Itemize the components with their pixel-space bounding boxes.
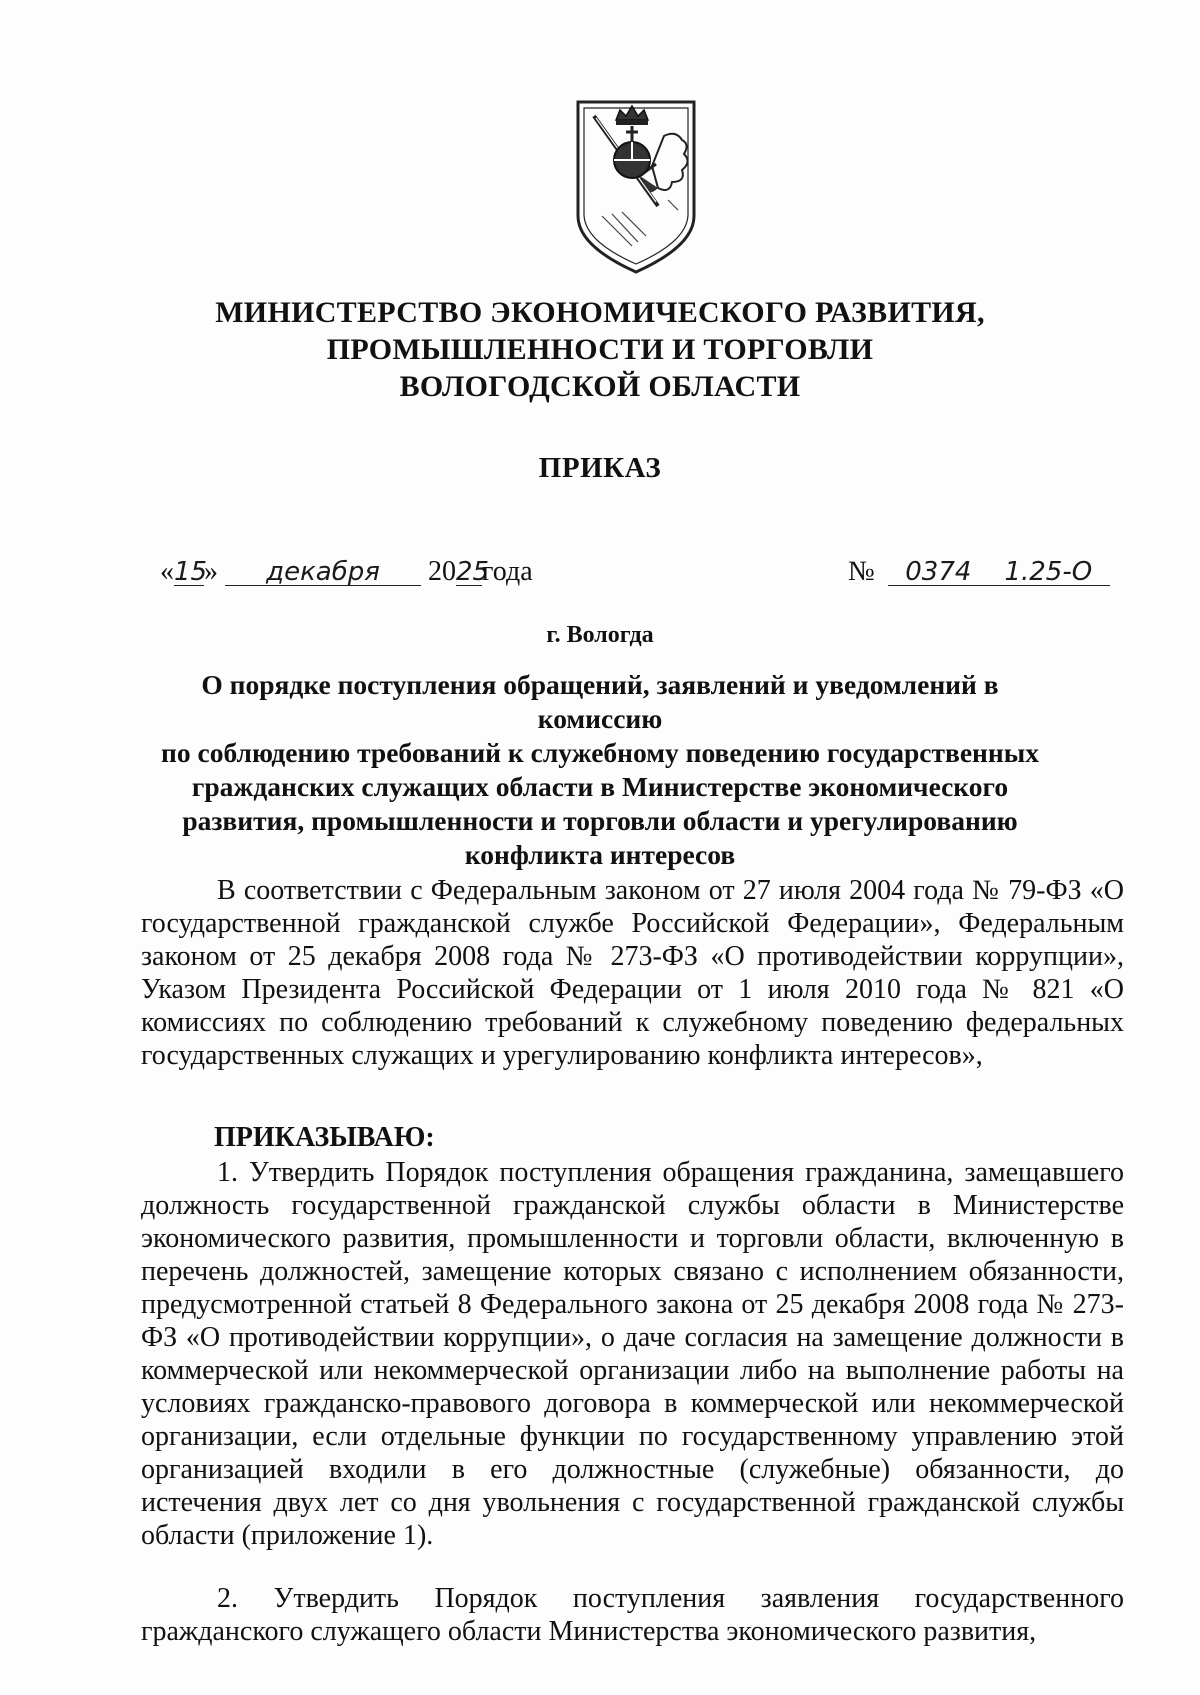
- order-item-2: [141, 1582, 1124, 1648]
- order-item-1: 1. Утвердить Порядок поступления обращения гражданина, замещавшего должность государственной гражданской службы области в Министерстве экономического развития, промышленности и торговли области, включенную в перечень должностей, замещение которых связано с исполнением обязанности, предусмотренной статьей 8 Федерального закона от 25 декабря 2008 года № 273-ФЗ «О противодействии коррупции», о даче согласия на замещение должности в коммерческой или некоммерческой организации либо на выполнение работы на условиях гражданско-правового договора в коммерческой или некоммерческой организации, если отдельные функции по государственному управлению этой организацией входили в его должностные (служебные) обязанности, до истечения двух лет со дня увольнения с государственной гражданской службы области (приложение 1).: [141, 1157, 1124, 1551]
- date-year-word: года: [482, 556, 533, 587]
- number-sign: №: [848, 556, 875, 587]
- number-value: 0374 1.25-О: [888, 559, 1110, 586]
- coat-of-arms-icon: [572, 96, 700, 276]
- subject-line-2: по соблюдению требований к служебному поведению государственных: [161, 737, 1039, 768]
- date-year-prefix: 20: [428, 556, 456, 587]
- ministry-line-3: ВОЛОГОДСКОЙ ОБЛАСТИ: [399, 370, 801, 403]
- subject-line-1: О порядке поступления обращений, заявлений и уведомлений в комиссию: [201, 669, 999, 734]
- order-heading: ПРИКАЗЫВАЮ:: [214, 1122, 435, 1153]
- order-item-2-lead: 2. Утвердить Порядок поступления заявления государственного: [217, 1583, 1124, 1614]
- date-day: 15: [174, 557, 208, 587]
- date-year-suffix: 25: [456, 557, 490, 587]
- document-type: ПРИКАЗ: [538, 452, 662, 484]
- order-number: [848, 556, 1110, 588]
- date-month: декабря: [225, 559, 421, 586]
- subject-line-4: развития, промышленности и торговли области и урегулированию: [182, 805, 1018, 836]
- order-date: [160, 556, 533, 588]
- subject-line-5: конфликта интересов: [464, 839, 736, 870]
- date-open-quote: «: [160, 556, 174, 587]
- order-subject: [160, 668, 1040, 872]
- order-item-2-continuation: гражданского служащего области Министерства экономического развития,: [141, 1616, 1037, 1647]
- preamble-paragraph: В соответствии с Федеральным законом от 27 июля 2004 года № 79-ФЗ «О государственной гражданской службе Российской Федерации», Федеральным законом от 25 декабря 2008 года № 273-ФЗ «О противодействии коррупции», Указом Президента Российской Федерации от 1 июля 2010 года № 821 «О комиссиях по соблюдению требований к служебному поведению федеральных государственных служащих и урегулированию конфликта интересов»,: [141, 875, 1124, 1071]
- ministry-name: [160, 294, 1040, 405]
- ministry-line-2: ПРОМЫШЛЕННОСТИ И ТОРГОВЛИ: [326, 333, 874, 366]
- ministry-line-1: МИНИСТЕРСТВО ЭКОНОМИЧЕСКОГО РАЗВИТИЯ,: [215, 296, 985, 329]
- subject-line-3: гражданских служащих области в Министерстве экономического: [191, 771, 1009, 802]
- date-close-quote: »: [204, 556, 218, 587]
- city: г. Вологда: [546, 622, 654, 648]
